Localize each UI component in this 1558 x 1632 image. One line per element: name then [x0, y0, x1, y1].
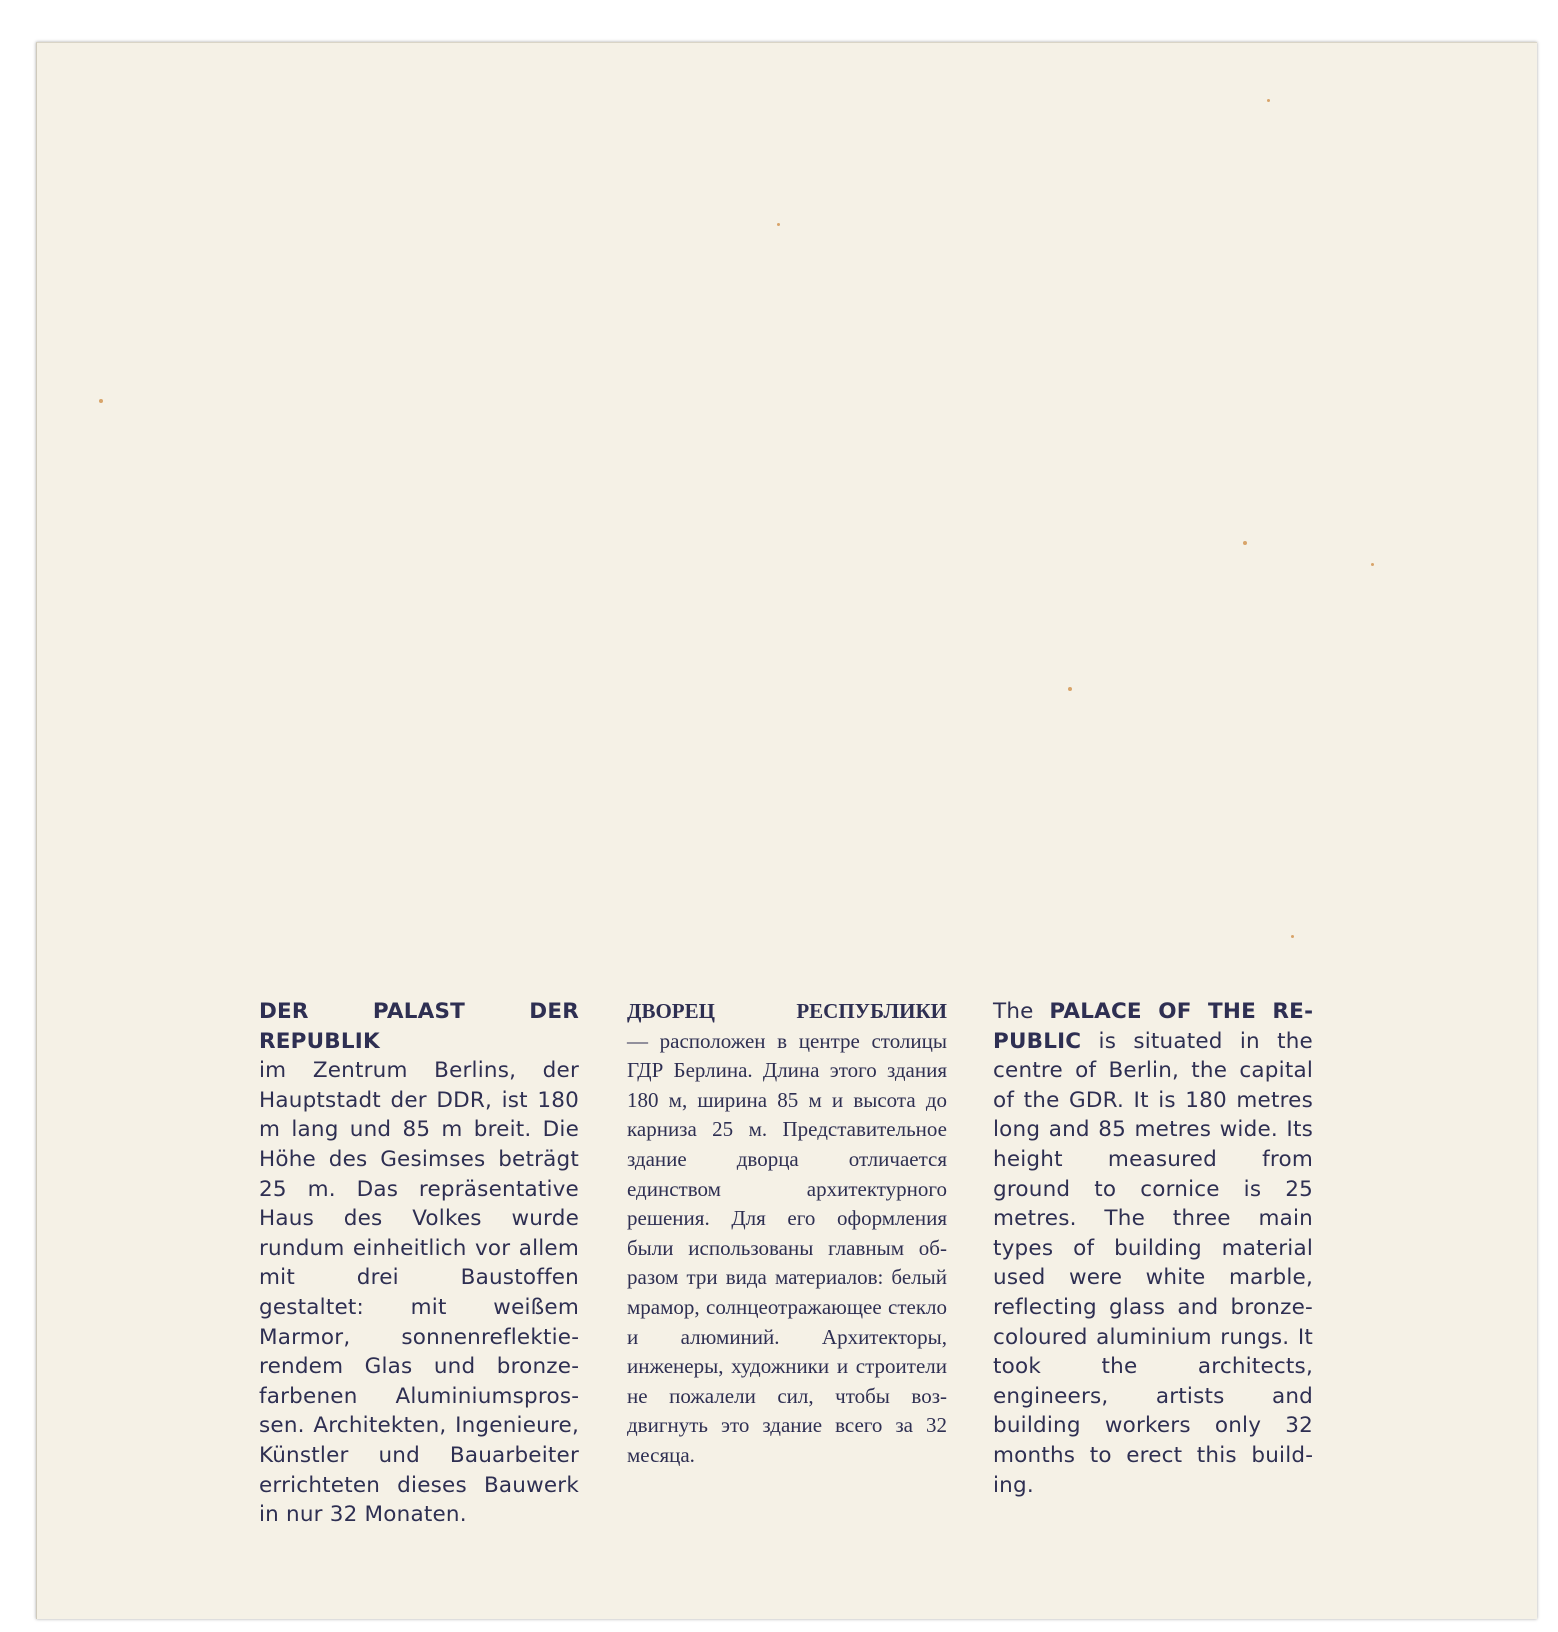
paper-speck — [99, 399, 103, 403]
russian-body: — расположен в центре столицы ГДР Берлина. Длина этого здания 180 м, ширина 85 м и высота до карниза 25 м. Представительное здание дворца отличается единством архитектурного решения. Для его оформления были использованы главным образом три вида материалов: белый мрамор, солнцеотражающее стекло и алюминий. Архитекторы, инженеры, художники и строители не пожалели сил, чтобы воздвигнуть это здание всего за 32 месяца. — [627, 1028, 947, 1467]
paper-speck — [1371, 563, 1374, 566]
russian-text-column — [627, 997, 947, 1471]
german-body: im Zentrum Berlins, der Hauptstadt der DDR, ist 180 m lang und 85 m breit. Die Höhe des Gesimses beträgt 25 m. Das repräsentative Haus des Volkes wurde rundum einheitlich vor allem mit drei Baustoffen gestaltet: mit weißem Marmor, sonnenreflektierendem Glas und bronzefarbenen Aluminiumsprossen. Architekten, Ingenieure, Künstler und Bauarbeiter errichteten dieses Bauwerk in nur 32 Monaten. — [259, 1058, 579, 1528]
russian-heading: ДВОРЕЦ РЕСПУБЛИКИ — [627, 999, 947, 1023]
english-text-column — [993, 997, 1313, 1500]
english-prefix: The — [993, 999, 1050, 1024]
english-body: is situated in the centre of Berlin, the capital of the GDR. It is 180 metres long and 85 metres wide. Its height measured from ground to cornice is 25 metres. The three main types of building material used were white marble, reflecting glass and bronze-coloured aluminium rungs. It took the architects, engineers, artists and building workers only 32 months to erect this building. — [993, 1028, 1313, 1498]
leaflet-page — [36, 42, 1537, 1619]
paper-speck — [1068, 687, 1072, 691]
paper-speck — [1267, 99, 1270, 102]
paper-speck — [777, 223, 780, 226]
paper-speck — [1291, 935, 1294, 938]
german-text-column — [259, 997, 579, 1530]
german-heading: DER PALAST DER REPUBLIK — [259, 999, 579, 1054]
english-heading: PALACE OF THE REPUBLIC — [993, 999, 1313, 1054]
paper-speck — [1243, 541, 1247, 545]
